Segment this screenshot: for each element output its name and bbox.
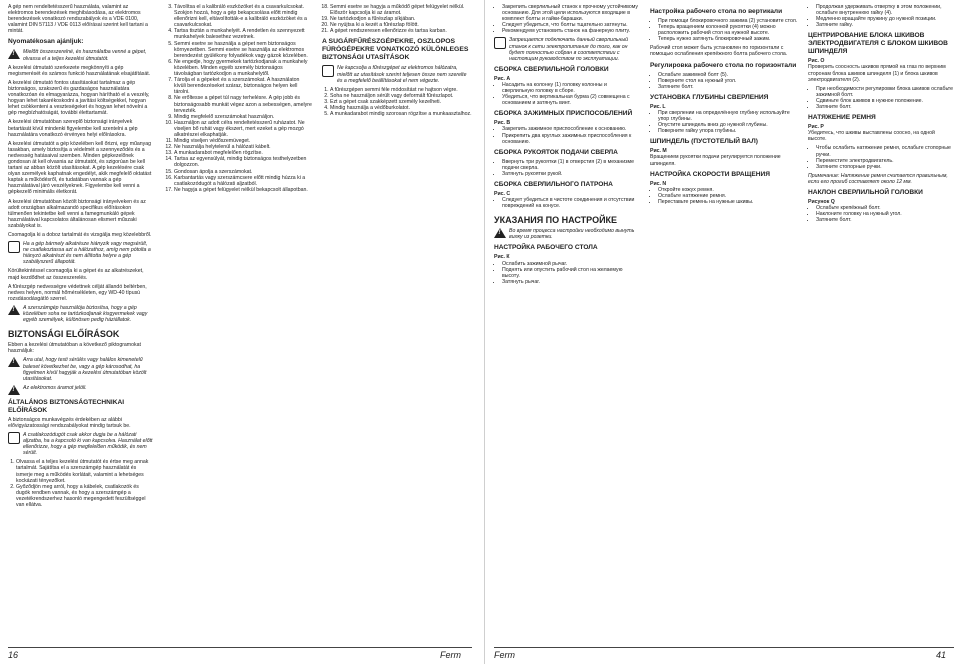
list-item: 3. Ezt a gépet csak szakképzett személy kezelheti. bbox=[330, 99, 472, 105]
heading-spindle: ШПИНДЕЛЬ (ПУСТОТЕЛЫЙ ВАЛ) bbox=[650, 138, 758, 146]
list-item: • Следует убедиться в чистоте соединения и отсутствии повреждений на конусе. bbox=[502, 197, 640, 209]
list-item: • Рекомендуем установить станок на фанерную плиту. bbox=[502, 28, 640, 34]
note-missing-text: Ha a gép bármely alkatrésze hiányzik vagy megsérült, ne csatlakoztassa azt a hálózathoz, amíg nem pótolta a hiányzó alkatrészt és nem állította helyre a gép szabályszerű állapotát. bbox=[23, 241, 151, 266]
list-item: 20. Ne nyújtsa ki a kezét a fűrészlap fölött. bbox=[330, 22, 472, 28]
list-item: 6. Ne engedje, hogy gyermekek tartózkodjanak a munkahely közelében. Minden egyéb személy biztonságos távolságban tartózkodjon a munkahelytől. bbox=[174, 59, 312, 77]
angle-list bbox=[650, 72, 798, 90]
note-power-text: A csatlakozódugót csak akkor dugja be a hálózati aljzatba, ha a kapcsoló ki van kapcsolva. Használat előtt ellenőrizze, hogy a gép megfelelően működik, és nem sérült. bbox=[23, 431, 153, 457]
list-item: 13. A munkadarabot megfelelően rögzítse. bbox=[174, 150, 312, 156]
heading-safety: BIZTONSÁGI ELŐÍRÁSOK bbox=[8, 329, 120, 340]
list-item: • Ослабьте натяжение ремня. bbox=[658, 193, 798, 199]
center-list bbox=[808, 86, 954, 110]
table-list bbox=[494, 261, 640, 285]
left-column-1 bbox=[8, 4, 154, 511]
list-item: • Переместите электродвигатель. bbox=[816, 158, 954, 164]
page-number-left: 16 bbox=[8, 650, 19, 660]
warning-settings-text: Во время процесса настройки необходимо вынуть вилку из розетки. bbox=[509, 228, 635, 241]
figure-ref: Рис. А bbox=[494, 75, 511, 82]
list-item: 7. Tárolja el a gépeket és a szerszámokat. A használaton kívüli berendezéseket száraz, biztonságos helyen kell tárolni. bbox=[174, 77, 312, 95]
list-item: • Затяните болт. bbox=[816, 217, 954, 223]
list-item: 5. Semmi esetre se használja a gépet nem biztonságos környezetben. Semmi esetre se használja az elektromos berendezést gyúlékony folyadékok vagy gázok közelében. bbox=[174, 41, 312, 59]
heading-speed: НАСТРОЙКА СКОРОСТИ ВРАЩЕНИЯ bbox=[650, 170, 771, 178]
list-item: 2. Győződjön meg arról, hogy a kábelek, csatlakozók és dugók rendben vannak, és hogy a szerszámgép a vezetékrendszerhez hasonló megengedett feszültséggel van ellátva. bbox=[16, 484, 154, 508]
pictogram-danger-text: Arra utal, hogy testi sérülés vagy halálos kimenetelű baleset következhet be, vagy a gép károsodhat, ha figyelmen kívül hagyják a kezelési útmutatóban közölt utasításokat. bbox=[23, 357, 147, 382]
footer-line bbox=[494, 647, 954, 648]
tilt-list bbox=[808, 205, 954, 223]
hand-icon bbox=[322, 65, 334, 77]
heading-general-safety: ÁLTALÁNOS BIZTONSÁGTECHNIKAI ELŐÍRÁSOK bbox=[8, 398, 125, 414]
list-item: • Затяните болт. bbox=[816, 104, 954, 110]
warning-kids bbox=[8, 305, 154, 323]
warning-triangle-icon bbox=[8, 49, 20, 59]
figure-ref: Рис. В bbox=[494, 120, 511, 127]
note-missing bbox=[8, 241, 154, 265]
left-column-2 bbox=[166, 4, 312, 196]
assembly-list bbox=[494, 82, 640, 106]
list-item: 9. Mindig megfelelő szerszámokat használjon. bbox=[174, 114, 312, 120]
paragraph: A fűrészgép nedvességre védettnek célját állandó beltérben, nedves helyen, normál hőmérsékleten, egy WD-40 típusú rozsdásodásgátló szerrel. bbox=[8, 283, 147, 302]
handles-list bbox=[494, 159, 640, 177]
list-item: 16. Karbantartás vagy szerszámcsere előtt mindig húzza ki a csatlakozódugót a hálózati aljzatból. bbox=[174, 175, 312, 187]
heading-tension: НАТЯЖЕНИЕ РЕМНЯ bbox=[808, 114, 876, 122]
list-item: 21. A gépet rendszeresen ellenőrizze és tartsa karban. bbox=[330, 28, 472, 34]
list-item: • При помощи блокировочного зажима (2) установите стол. bbox=[658, 18, 798, 24]
heading-angle: Регулировка рабочего стола по горизонтали bbox=[650, 61, 797, 69]
paragraph: Вращением рукоятки подачи регулируется положение шпинделя. bbox=[650, 154, 781, 167]
hand-icon bbox=[494, 37, 506, 49]
list-item: • Ослабьте зажимной болт (5). bbox=[658, 72, 798, 78]
heading-tilt: НАКЛОН СВЕРЛИЛЬНОЙ ГОЛОВКИ bbox=[808, 188, 923, 196]
list-item: 10. Használjon az adott célra rendeltetésszerű ruházatot. Ne viseljen bő ruhát vagy ékszert, mert ezeket a gép mozgó alkatrészei elkaphatják. bbox=[174, 120, 312, 138]
list-item: 17. Ne hagyja a gépet felügyelet nélkül bekapcsolt állapotban. bbox=[174, 187, 312, 193]
paragraph: A kezelési útmutatót a gép közelében kell őrizni, egy műanyag tasakban, amely biztosítja a védelmét a szennyeződés és a nedvesség hatásaival szemben. Minden gépkezelőnek gondosan át kell olvasnia az útmutatót, és szigorúan be kell tartani az abban közölt utasításokat. A gép kezelésére csak olyan személyek kaphatnak engedélyt, akik megfelelő oktatást kaptak a működésről, és tudatában vannak a gép használatával járó veszélyeknek. Figyelembe kell venni a gépkezelő minimális életkorát. bbox=[8, 140, 152, 196]
list-item: • Убедиться, что вертикальная бурма (2) совмещена с основанием и затянуть винт. bbox=[502, 94, 640, 106]
list-item: 5. A munkadarabot mindig szorosan rögzítse a munkaasztalhoz. bbox=[330, 111, 472, 117]
list-item: • Затянуть рычаг. bbox=[502, 279, 640, 285]
heading-assembly: СБОРКА СВЕРЛИЛЬНОЙ ГОЛОВКИ bbox=[494, 65, 609, 73]
list-item: • Закрепить сверлильный станок к прочному устойчивому основанию. Для этой цели используются входящие в комплект болты и гайки-барашки. bbox=[502, 4, 640, 22]
note-circular-text: Ne kapcsolja a fűrészgépet az elektromos hálózatra, mielőtt az utasítások szerint teljesen össze nem szerelte és a megfelelő beállításokat el nem végezte. bbox=[337, 65, 467, 84]
paragraph: Körültekintéssel csomagolja ki a gépet és az alkatrészeket, majd kezdődhet az összeszerelés. bbox=[8, 268, 144, 281]
intro-text: A gép nem rendeltetésszerű használata, valamint az elektromos berendezések meghibásodása, az elektromos berendezések vonatkozó rendszabályok és a VDE 0100, valamint DIN 57113 / VDE 0113 előírásai szerint kell tartani a mintát. bbox=[8, 4, 148, 35]
list-item: • Поверните гайку упора глубины. bbox=[658, 128, 798, 134]
left-column-3 bbox=[322, 4, 472, 120]
list-item: • Наклоните головку на нужный угол. bbox=[816, 211, 954, 217]
list-item: • Закрепить зажимное приспособление к основанию. bbox=[502, 126, 640, 132]
safety-list bbox=[8, 459, 154, 508]
warning-triangle-icon bbox=[8, 357, 20, 367]
figure-ref: Рис. О bbox=[808, 58, 825, 65]
list-item: • Затяните стопорные ручки. bbox=[816, 164, 954, 170]
list-item: 8. Ne erőltesse a gépet túl nagy terhelésre. A gép jobb és biztonságosabb munkát végez azon a sebességen, amelyre tervezték. bbox=[174, 95, 312, 113]
heading-table-set: Настройка рабочего стола по вертикали bbox=[650, 8, 783, 15]
list-item: 4. Mindig használja a védőburkolatot. bbox=[330, 105, 472, 111]
note-mount-text: Запрещается подключать данный сверлильный станок к сети электропитания до того, как он будет полностью собран в соответствии с настоящим руководством по эксплуатации. bbox=[509, 37, 629, 62]
list-item: • Следует убедиться, что болты тщательно затянуты. bbox=[502, 22, 640, 28]
note-tension: Примечание: Натяжение ремня считается правильным, если его прогиб составляет около 12 мм. bbox=[808, 172, 948, 185]
warning-settings bbox=[494, 228, 640, 240]
depth-list bbox=[650, 110, 798, 134]
list-item: • Переставьте ремень на нужные шкивы. bbox=[658, 199, 798, 205]
heading-user: Nyomatékosan ajánljuk: bbox=[8, 38, 84, 46]
paragraph: A kezelési útmutató fontos utasításokat tartalmaz a gép biztonságos, szakszerű és gazdaságos használatára vonatkozóan és elmagyarázza, hogyan hárítható el a veszély, hogyan lehet takarékoskodni a javítási költségekkel, hogyan lehet csökkenteni a veszteségeket és hogyan lehet növelni a gép megbízhatóságát, további élettartamát. bbox=[8, 79, 150, 117]
list-item: • Теперь нужно затянуть блокировочный зажим. bbox=[658, 36, 798, 42]
warning-triangle-icon bbox=[8, 305, 20, 315]
heading-settings: УКАЗАНИЯ ПО НАСТРОЙКЕ bbox=[494, 215, 618, 226]
speed-list bbox=[650, 187, 798, 205]
figure-ref: Рисунок Q bbox=[808, 198, 835, 205]
page-number-right: 41 bbox=[936, 650, 947, 660]
list-item: 12. Ne használja helytelenül a hálózati kábelt. bbox=[174, 144, 312, 150]
list-item: • Поверните стол на нужный угол. bbox=[658, 78, 798, 84]
hand-icon bbox=[8, 432, 20, 444]
clamp-list bbox=[494, 126, 640, 144]
list-item: • Ослабить зажимной рычаг. bbox=[502, 261, 640, 267]
heading-table: НАСТРОЙКА РАБОЧЕГО СТОЛА bbox=[494, 244, 598, 252]
list-item: • Чтобы ослабить натяжение ремня, ослабьте стопорные ручки. bbox=[816, 145, 954, 157]
paragraph: A kezelési útmutatóban közölt biztonsági irányelveken és az adott országban alkalmazandó specifikus előírásokon túlmenően tekintetbe kell venni a famegmunkáló gépek használatával kapcsolatos általánosan elismert műszaki szabályokat is. bbox=[8, 198, 146, 229]
right-column-2 bbox=[650, 4, 798, 208]
pictogram-electric-text: Az elektromos áramot jelöli. bbox=[23, 384, 87, 391]
list-item: • При сверлении на определённую глубину используйте упор глубины. bbox=[658, 110, 798, 122]
list-item: 18. Semmi esetre se hagyja a működő gépet felügyelet nélkül. Először kapcsolja ki az áramot. bbox=[330, 4, 472, 16]
paragraph: A biztonságos munkavégzés érdekében az alábbi elővigyázatossági rendszabályokat mindig tartsuk be. bbox=[8, 416, 131, 429]
note-circular bbox=[322, 65, 472, 83]
list-item: • Откройте кожух ремня. bbox=[658, 187, 798, 193]
footer-line bbox=[8, 647, 472, 648]
list-item: • Опустите шпиндель вниз до нужной глубины. bbox=[658, 122, 798, 128]
figure-ref: Рис. М bbox=[650, 148, 667, 155]
pre-list bbox=[808, 4, 954, 28]
brand-left: Ferm bbox=[440, 650, 461, 660]
list-item: • Прикрепить два круглых зажимных приспособления к основанию. bbox=[502, 133, 640, 145]
list-item: • Поднять или опустить рабочий стол на желаемую высоту. bbox=[502, 267, 640, 279]
heading-circular-saw: A SUGÁRFŰRÉSZGÉPEKRE, OSZLOPOS FÚRÓGÉPEKRE VONATKOZÓ KÜLÖNLEGES BIZTONSÁGI UTASÍTÁSOK bbox=[322, 38, 469, 62]
list-item: 2. Soha ne használjon sérült vagy deformált fűrészlapot. bbox=[330, 93, 472, 99]
list-item: • Продолжая удерживать отвертку в этом положении, ослабьте внутреннюю гайку (4). bbox=[816, 4, 954, 16]
figure-ref: Рис. Р bbox=[808, 124, 824, 131]
list-item: 1. Olvassa el a teljes kezelési útmutatót és értse meg annak tartalmát. Sajátítsa el a szerszámgép használatát és ismerje meg a működés korlátait, valamint a lehetséges kockázati tényezőket. bbox=[16, 459, 154, 483]
paragraph: Убедитесь, что шкивы выставлены соосно, на одной высоте. bbox=[808, 130, 935, 143]
paragraph: A kezelési útmutatóban szereplő biztonsági irányelvek betartását kívül mindenki figyelembe kell szentelni a gép használatára vonatkozó érvényes helyi előírásokra. bbox=[8, 119, 138, 138]
right-column-1 bbox=[494, 4, 640, 288]
safety-list-cont bbox=[322, 4, 472, 34]
note-power bbox=[8, 432, 154, 456]
page-divider bbox=[484, 0, 485, 664]
list-item: 1. A fűrészgépen semmi féle módosítást ne hajtson végre. bbox=[330, 87, 472, 93]
list-item: • Ослабьте крепёжный болт. bbox=[816, 205, 954, 211]
list-item: • Затянуть рукоятки рукой. bbox=[502, 171, 640, 177]
heading-depth: УСТАНОВКА ГЛУБИНЫ СВЕРЛЕНИЯ bbox=[650, 93, 769, 101]
warning-manual bbox=[8, 49, 154, 61]
right-column-3 bbox=[808, 4, 954, 226]
warning-kids-text: A szerszámgép használója biztosítsa, hogy a gép közelében soha ne tartózkodjanak kisgyermekek vagy egyéb személyek, különösen pedig háziállatok. bbox=[23, 304, 148, 324]
paragraph: Ebben a kezelési útmutatóban a következő piktogramokat használjuk: bbox=[8, 342, 141, 355]
tension-list bbox=[808, 145, 954, 169]
pictogram-electric bbox=[8, 385, 154, 395]
list-item: • Теперь вращением колонной рукоятки (4) можно расположить рабочий стол на нужной высоте. bbox=[658, 24, 798, 36]
circ-list bbox=[322, 87, 472, 117]
list-item: 19. Ne tartózkodjon a fűrészlap síkjában. bbox=[330, 16, 472, 22]
figure-ref: Рис. С bbox=[494, 190, 511, 197]
list-item: • Медленно вращайте пружину до нужной позиции. bbox=[816, 16, 954, 22]
figure-ref: Рис. L bbox=[650, 103, 666, 110]
electric-warning-icon bbox=[8, 385, 20, 395]
list-item: • При необходимости регулировки блока шкивов ослабьте зажимной болт. bbox=[816, 86, 954, 98]
heading-clamp: СБОРКА ЗАЖИМНЫХ ПРИСПОСОБЛЕНИЙ bbox=[494, 110, 633, 118]
paragraph: Csomagolja ki a doboz tartalmát és vizsgálja meg közelebbről. bbox=[8, 232, 152, 238]
figure-ref: Рис. N bbox=[650, 180, 667, 187]
figure-ref: Рис. К bbox=[494, 254, 510, 261]
paragraph: Проверить соосность шкивов прямой на глаз по верхним сторонам блока шкивов шпинделя (1) и блока шкивов электродвигателя (2). bbox=[808, 64, 946, 83]
list-item: • Насадить на колонну (1) головку колонны и сверлильную головку в сборе. bbox=[502, 82, 640, 94]
warning-manual-text: Mielőtt összeszerelné, és használatba venné a gépet, olvassa el a teljes kezelési útmutatót. bbox=[23, 49, 147, 62]
list-item: • Ввернуть три рукоятки (1) в отверстия (2) в механизме подачи сверла. bbox=[502, 159, 640, 171]
paragraph: A kezelési útmutató szerkezete megkönnyíti a gép megismerését és számos funkció használatának elsajátítását. bbox=[8, 64, 151, 77]
chuck-list bbox=[494, 197, 640, 209]
heading-handles: СБОРКА РУКОЯТОК ПОДАЧИ СВЕРЛА bbox=[494, 148, 618, 156]
table-set-list bbox=[650, 18, 798, 42]
note-mount bbox=[494, 37, 640, 61]
paragraph: Рабочий стол может быть установлен по горизонтали с помощью ослабления крепёжного болта рабочего стола. bbox=[650, 45, 788, 58]
hand-icon bbox=[8, 241, 20, 253]
safety-list-cont bbox=[166, 4, 312, 193]
mount-list bbox=[494, 4, 640, 34]
list-item: 3. Távolítsa el a kalibráló eszközöket és a csavarkulcsokat. Szokjon hozzá, hogy a gép bekapcsolása előtt mindig ellenőrizni kell, eltávolították-e a kalibráló eszközöket és a csavarkulcsokat. bbox=[174, 4, 312, 28]
list-item: 4. Tartsa tisztán a munkahelyét. A rendetlen és szennyezett munkahelyek balesethez vezetnek. bbox=[174, 28, 312, 40]
list-item: 15. Gondosan ápolja a szerszámokat. bbox=[174, 169, 312, 175]
list-item: • Затяните болт. bbox=[658, 84, 798, 90]
list-item: 14. Tartsa az egyensúlyát, mindig biztonságos testhelyzetben dolgozzon. bbox=[174, 156, 312, 168]
warning-triangle-icon bbox=[494, 228, 506, 238]
list-item: • Сдвиньте блок шкивов в нужное положение. bbox=[816, 98, 954, 104]
list-item: • Затяните гайку. bbox=[816, 22, 954, 28]
heading-chuck: СБОРКА СВЕРЛИЛЬНОГО ПАТРОНА bbox=[494, 180, 613, 188]
brand-right: Ferm bbox=[494, 650, 515, 660]
heading-center: ЦЕНТРИРОВАНИЕ БЛОКА ШКИВОВ ЭЛЕКТРОДВИГАТЕЛЯ С БЛОКОМ ШКИВОВ ШПИНДЕЛЯ bbox=[808, 32, 948, 56]
list-item: 11. Mindig viseljen védőszemüveget. bbox=[174, 138, 312, 144]
pictogram-danger bbox=[8, 357, 154, 381]
